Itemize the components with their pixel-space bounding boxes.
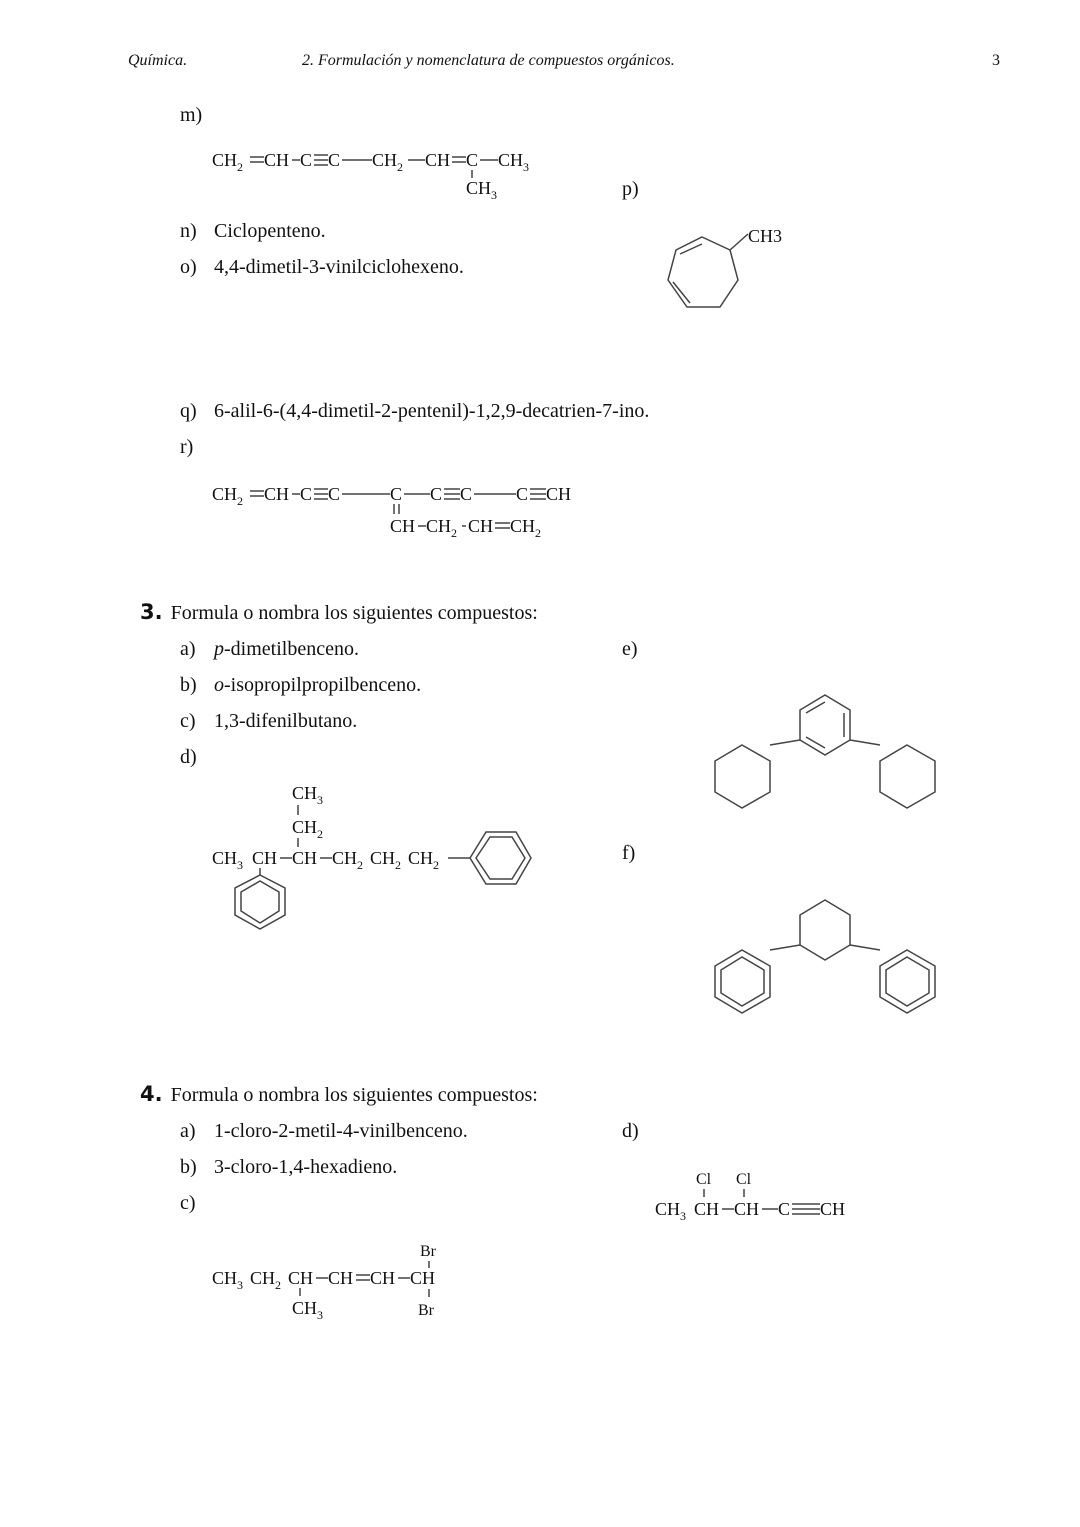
svg-text:CH2: $CH_2$ [510, 516, 542, 540]
item-2q-label: q) [180, 400, 197, 422]
page-number: 3 [992, 52, 1000, 69]
svg-text:CH2: $CH_2$ [372, 150, 404, 174]
item-3b-label: b) [180, 674, 197, 696]
item-2r-label: r) [180, 436, 194, 458]
svg-text:C: C [778, 1199, 791, 1219]
item-3c-label: c) [180, 710, 196, 732]
item-2q-text: 6-alil-6-(4,4-dimetil-2-pentenil)-1,2,9-decatrien-7-ino. [214, 400, 650, 422]
svg-text:C: C [460, 484, 473, 504]
svg-text:CH: CH [820, 1199, 846, 1219]
section-4-title: Formula o nombra los siguientes compuestos: [170, 1084, 538, 1106]
item-4a-text: 1-cloro-2-metil-4-vinilbenceno. [214, 1120, 468, 1142]
item-2o-label: o) [180, 256, 197, 278]
item-3a-prefix: p [214, 638, 224, 660]
svg-text:CH2: $CH_2$ [426, 516, 458, 540]
svg-text:CH3: $CH_3$ [466, 178, 498, 202]
header-chapter: 2. Formulación y nomenclatura de compuestos orgánicos. [302, 52, 675, 69]
item-4b-label: b) [180, 1156, 197, 1178]
item-3a [180, 638, 359, 661]
svg-text:CH: CH [328, 1268, 354, 1288]
svg-text:C: C [466, 150, 479, 170]
section-3-heading [140, 600, 538, 625]
svg-text:CH: CH [694, 1199, 720, 1219]
svg-text:CH: CH [264, 150, 290, 170]
svg-text:CH2: $CH_2$ [370, 848, 402, 872]
svg-text:CH: CH [370, 1268, 396, 1288]
item-3c [180, 710, 357, 733]
svg-text:CH2: $CH_2$ [332, 848, 364, 872]
item-2q [180, 400, 649, 423]
section-4-number: 4. [140, 1082, 163, 1106]
header-subject: Química. [128, 52, 188, 69]
item-4d-label: d) [622, 1120, 639, 1142]
item-3c-text: 1,3-difenilbutano. [214, 710, 358, 732]
svg-text:Cl: Cl [736, 1171, 752, 1188]
svg-text:CH: CH [252, 848, 278, 868]
svg-text:CH: CH [546, 484, 572, 504]
item-2n [180, 220, 326, 243]
structure-2p [660, 222, 800, 322]
section-4-heading [140, 1082, 538, 1107]
item-2o-text: 4,4-dimetil-3-vinilciclohexeno. [214, 256, 464, 278]
svg-text:C: C [328, 484, 341, 504]
item-4a [180, 1120, 468, 1143]
structure-3f [700, 895, 950, 1015]
item-3d-label: d) [180, 746, 197, 768]
item-2n-label: n) [180, 220, 197, 242]
svg-text:C: C [328, 150, 341, 170]
item-3b-prefix: o [214, 674, 224, 696]
svg-text:CH3: $CH_3$ [292, 1298, 324, 1322]
svg-text:C: C [516, 484, 529, 504]
formula-4c [200, 1236, 480, 1326]
item-4c-label: c) [180, 1192, 196, 1214]
svg-text:CH: CH [425, 150, 451, 170]
item-2p-label: p) [622, 178, 639, 200]
item-2n-text: Ciclopenteno. [214, 220, 326, 242]
svg-text:CH2: $CH_2$ [408, 848, 440, 872]
item-3a-label: a) [180, 638, 196, 660]
item-3b-text: -isopropilpropilbenceno. [224, 674, 422, 696]
svg-text:CH: CH [734, 1199, 760, 1219]
structure-2p-substituent: CH3 [748, 226, 783, 246]
item-2o [180, 256, 464, 279]
item-3b [180, 674, 421, 697]
formula-4d [650, 1162, 870, 1232]
svg-text:CH: CH [468, 516, 494, 536]
svg-text:CH3: $CH_3$ [212, 1268, 244, 1292]
item-3f-label: f) [622, 842, 636, 864]
formula-2m [200, 140, 560, 210]
item-3e-label: e) [622, 638, 638, 660]
svg-text:CH3: $CH_3$ [292, 783, 324, 807]
svg-text:Br: Br [418, 1302, 434, 1319]
svg-text:CH: CH [264, 484, 290, 504]
formula-2r [200, 474, 620, 554]
svg-text:CH2: $CH_2$ [292, 817, 324, 841]
svg-text:C: C [300, 150, 313, 170]
svg-text:CH: CH [292, 848, 318, 868]
item-4b-text: 3-cloro-1,4-hexadieno. [214, 1156, 398, 1178]
svg-text:CH3: $CH_3$ [655, 1199, 687, 1223]
svg-text:CH: CH [410, 1268, 436, 1288]
item-4a-label: a) [180, 1120, 196, 1142]
section-3-number: 3. [140, 600, 163, 624]
svg-text:CH2: $CH_2$ [212, 484, 244, 508]
svg-text:Br: Br [420, 1243, 436, 1260]
svg-text:C: C [390, 484, 403, 504]
svg-text:CH2: $CH_2$ [212, 150, 244, 174]
structure-3e [700, 690, 950, 810]
formula-3d [200, 775, 550, 945]
svg-text:CH3: $CH_3$ [498, 150, 530, 174]
svg-text:CH2: $CH_2$ [250, 1268, 282, 1292]
svg-text:CH: CH [288, 1268, 314, 1288]
svg-text:C: C [430, 484, 443, 504]
svg-text:CH3: $CH_3$ [212, 848, 244, 872]
svg-text:Cl: Cl [696, 1171, 712, 1188]
svg-text:C: C [300, 484, 313, 504]
item-2m-label: m) [180, 104, 203, 126]
item-4b [180, 1156, 397, 1179]
svg-text:CH: CH [390, 516, 416, 536]
section-3-title: Formula o nombra los siguientes compuestos: [170, 602, 538, 624]
item-3a-text: -dimetilbenceno. [224, 638, 359, 660]
